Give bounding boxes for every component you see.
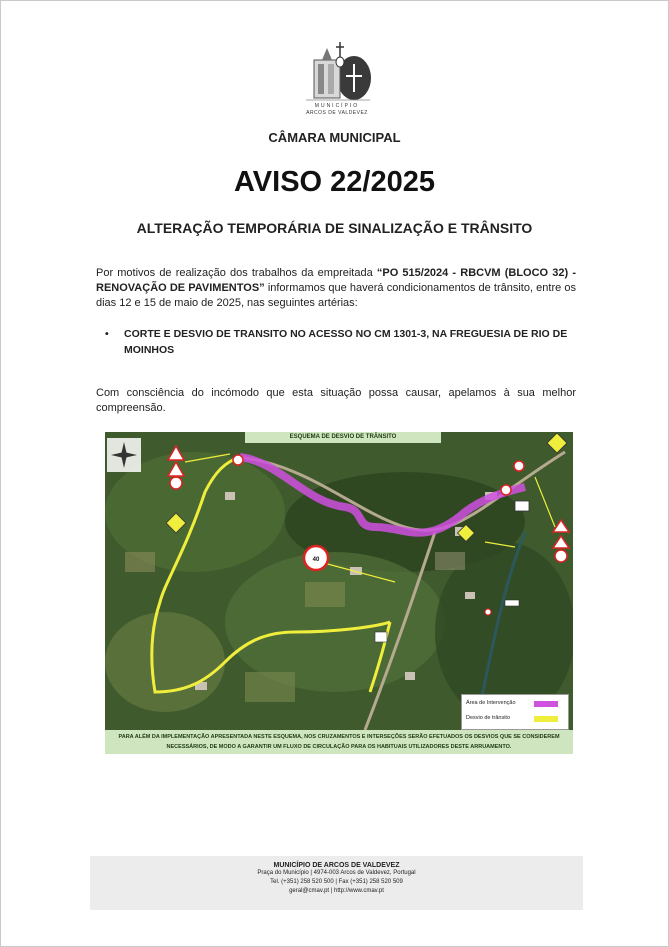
page-footer	[90, 856, 583, 910]
intro-text-end: informamos que haverá condicionamentos de trânsito, entre os dias 12 e 15 de maio de 2025, nas seguintes artérias:	[96, 282, 577, 309]
closing-paragraph: Com consciência do incómodo que esta situação possa causar, apelamos à sua melhor compreensão.	[96, 387, 576, 414]
department-heading: CÂMARA MUNICIPAL	[268, 130, 401, 145]
notice-title: AVISO 22/2025	[234, 166, 435, 198]
logo-text-line2: ARCOS DE VALDEVEZ	[306, 110, 368, 116]
map-footnote-line1: PARA ALÉM DA IMPLEMENTAÇÃO APRESENTADA NESTE ESQUEMA, NOS CRUZAMENTOS E INTERSEÇÕES SERÃO EFETUADOS OS DESVIOS QUE SE CONSIDEREM	[118, 734, 560, 740]
map-footnote	[105, 730, 573, 754]
intro-paragraph	[96, 266, 576, 311]
legend-intervention-label: Área de Intervenção	[466, 700, 516, 706]
affected-road-text: CORTE E DESVIO DE TRANSITO NO ACESSO NO CM 1301-3, NA FREGUESIA DE RIO DE MOINHOS	[124, 328, 568, 356]
legend-detour-label: Desvio de trânsito	[466, 715, 511, 721]
municipality-logo	[300, 40, 374, 122]
detour-map	[105, 432, 573, 754]
intro-text-start: Por motivos de realização dos trabalhos da empreitada	[96, 267, 377, 279]
legend-detour-swatch	[534, 716, 558, 722]
contract-name: “PO 515/2024 - RBCVM (BLOCO 32) - RENOVAÇÃO DE PAVIMENTOS”	[96, 267, 576, 294]
svg-text:40: 40	[312, 557, 320, 563]
map-legend	[461, 694, 569, 730]
affected-road-item	[105, 326, 576, 358]
logo-text-line1: MUNICÍPIO	[314, 103, 360, 109]
bullet-icon: •	[105, 328, 109, 340]
footer-address: Praça do Município | 4974-003 Arcos de Valdevez, Portugal	[257, 870, 416, 876]
map-title: ESQUEMA DE DESVIO DE TRÂNSITO	[245, 432, 441, 443]
map-footnote-line2: NECESSÁRIOS, DE MODO A GARANTIR UM FLUXO DE CIRCULAÇÃO PARA OS HABITUAIS UTILIZADORES DESTE ARRUAMENTO.	[166, 744, 512, 750]
coat-of-arms-icon	[300, 40, 374, 102]
aerial-map-image	[105, 432, 573, 730]
notice-subtitle: ALTERAÇÃO TEMPORÁRIA DE SINALIZAÇÃO E TRÂNSITO	[136, 220, 533, 236]
footer-contact-link[interactable]: geral@cmav.pt | http://www.cmav.pt	[289, 888, 384, 894]
footer-organization: MUNICÍPIO DE ARCOS DE VALDEVEZ	[273, 862, 400, 869]
footer-phone: Tel. (+351) 258 520 500 | Fax (+351) 258 520 509	[270, 879, 403, 885]
legend-intervention-swatch	[534, 701, 558, 707]
